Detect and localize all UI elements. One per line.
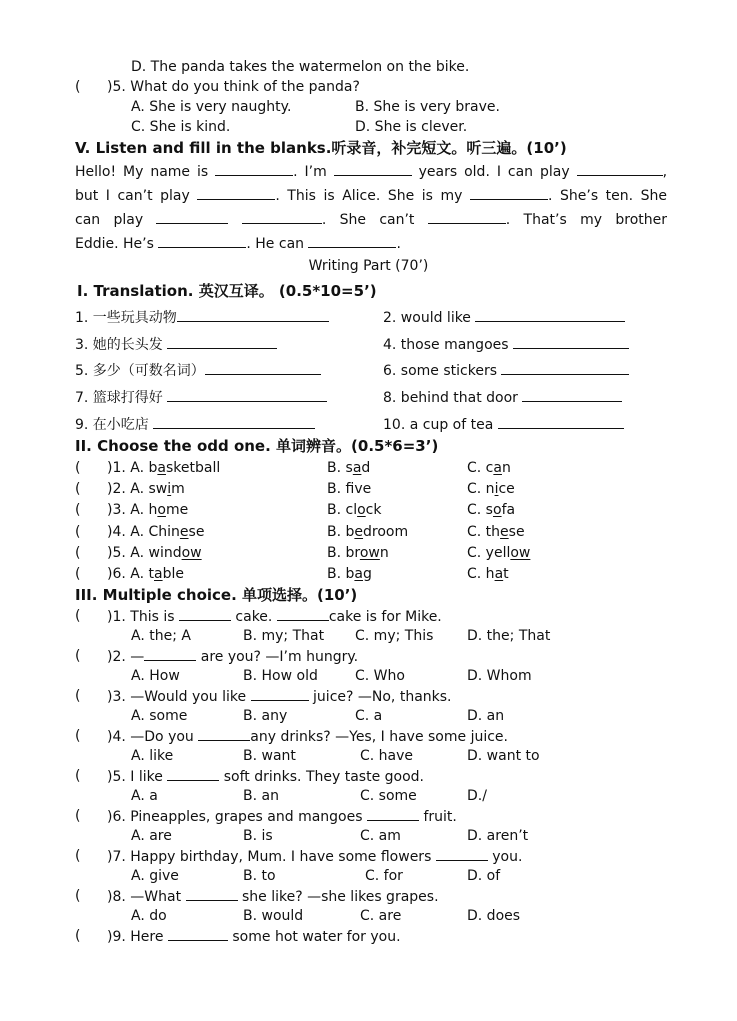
option-c: C. are — [360, 908, 402, 924]
answer-paren: ( — [75, 481, 81, 497]
passage-line-2: but I can’t play . This is Alice. She is my . She’s ten. She — [75, 185, 667, 205]
option-c: C. some — [360, 788, 417, 804]
option-c: C. am — [360, 828, 401, 844]
translation-item-9: 9. 在小吃店 — [75, 414, 315, 435]
translation-item-2: 2. would like — [383, 307, 625, 328]
multiple-choice-heading: III. Multiple choice. 单项选择。(10’) — [75, 586, 358, 604]
option-c: C. a — [355, 708, 383, 724]
option-b: B. is — [243, 828, 273, 844]
answer-paren: ( — [75, 888, 81, 904]
option-d: D. want to — [467, 748, 540, 764]
option-a: A. like — [131, 748, 174, 764]
mc-question-7: )7. Happy birthday, Mum. I have some flowers you. — [107, 846, 522, 867]
odd-one-option-a: )5. A. window — [107, 545, 202, 561]
answer-paren: ( — [75, 648, 81, 664]
blank[interactable] — [334, 161, 412, 176]
option-b: B. want — [243, 748, 296, 764]
odd-one-option-b: B. sad — [327, 460, 371, 476]
odd-one-option-c: C. yellow — [467, 545, 531, 561]
option-d: D. She is clever. — [355, 119, 468, 135]
passage-line-1: Hello! My name is . I’m years old. I can play , — [75, 161, 667, 181]
mc-question-1: )1. This is cake. cake is for Mike. — [107, 606, 442, 627]
option-d: D. does — [467, 908, 521, 924]
option-d: D. an — [467, 708, 505, 724]
answer-paren: ( — [75, 928, 81, 944]
translation-heading: Ⅰ. Translation. 英汉互译。 (0.5*10=5’) — [77, 282, 377, 300]
option-b: B. How old — [243, 668, 318, 684]
answer-paren: ( — [75, 728, 81, 744]
odd-one-option-c: C. can — [467, 460, 511, 476]
odd-one-option-b: B. brown — [327, 545, 389, 561]
option-a: A. She is very naughty. — [131, 99, 292, 115]
option-c: C. Who — [355, 668, 405, 684]
odd-one-option-a: )2. A. swim — [107, 481, 185, 497]
mc-question-6: )6. Pineapples, grapes and mangoes fruit. — [107, 806, 457, 827]
mc-question-3: )3. —Would you like juice? —No, thanks. — [107, 686, 452, 707]
option-d: D./ — [467, 788, 487, 804]
option-a: A. give — [131, 868, 179, 884]
option-b: B. to — [243, 868, 276, 884]
translation-item-3: 3. 她的长头发 — [75, 334, 277, 355]
blank[interactable] — [158, 233, 246, 248]
option-b: B. my; That — [243, 628, 325, 644]
mc-question-9: )9. Here some hot water for you. — [107, 926, 401, 947]
answer-paren: ( — [75, 460, 81, 476]
odd-one-option-c: C. sofa — [467, 502, 516, 518]
option-a: A. are — [131, 828, 172, 844]
answer-paren: ( — [75, 524, 81, 540]
odd-one-option-b: B. clock — [327, 502, 382, 518]
odd-one-option-b: B. bag — [327, 566, 372, 582]
answer-paren: ( — [75, 688, 81, 704]
translation-item-5: 5. 多少（可数名词） — [75, 360, 321, 381]
question-text: )5. What do you think of the panda? — [107, 79, 360, 95]
option-c: C. my; This — [355, 628, 434, 644]
translation-item-10: 10. a cup of tea — [383, 414, 624, 435]
option-c: C. have — [360, 748, 414, 764]
odd-one-option-a: )3. A. home — [107, 502, 189, 518]
option-d: D. of — [467, 868, 501, 884]
mc-question-8: )8. —What she like? —she likes grapes. — [107, 886, 439, 907]
translation-item-6: 6. some stickers — [383, 360, 629, 381]
option-d: D. the; That — [467, 628, 551, 644]
writing-part-title: Writing Part (70’) — [308, 258, 429, 274]
q4-option-d: D. The panda takes the watermelon on the bike. — [131, 59, 470, 75]
mc-question-2: )2. — are you? —I’m hungry. — [107, 646, 358, 667]
answer-paren: ( — [75, 768, 81, 784]
blank[interactable] — [215, 161, 293, 176]
blank[interactable] — [156, 209, 228, 224]
odd-one-option-c: C. nice — [467, 481, 515, 497]
odd-one-option-a: )1. A. basketball — [107, 460, 221, 476]
answer-paren: ( — [75, 808, 81, 824]
option-b: B. any — [243, 708, 288, 724]
answer-paren: ( — [75, 502, 81, 518]
odd-one-option-b: B. fve — [327, 481, 372, 497]
option-c: C. She is kind. — [131, 119, 231, 135]
translation-item-8: 8. behind that door — [383, 387, 622, 408]
blank[interactable] — [308, 233, 396, 248]
option-b: B. would — [243, 908, 304, 924]
option-d: D. aren’t — [467, 828, 529, 844]
mc-question-5: )5. I like soft drinks. They taste good. — [107, 766, 424, 787]
mc-question-4: )4. —Do you any drinks? —Yes, I have some juice. — [107, 726, 508, 747]
passage-line-3: can play . She can’t . That’s my brother — [75, 209, 667, 229]
answer-paren: ( — [75, 545, 81, 561]
odd-one-option-b: B. bedroom — [327, 524, 409, 540]
answer-paren: ( — [75, 848, 81, 864]
odd-one-option-a: )6. A. table — [107, 566, 184, 582]
odd-one-heading: II. Choose the odd one. 单词辨音。(0.5*6=3’) — [75, 437, 439, 455]
answer-paren: ( — [75, 79, 81, 95]
option-a: A. do — [131, 908, 167, 924]
option-b: B. She is very brave. — [355, 99, 500, 115]
blank[interactable] — [577, 161, 663, 176]
option-c: C. for — [365, 868, 403, 884]
odd-one-option-a: )4. A. Chinese — [107, 524, 205, 540]
translation-item-7: 7. 篮球打得好 — [75, 387, 327, 408]
option-a: A. How — [131, 668, 180, 684]
blank[interactable] — [470, 185, 548, 200]
translation-item-1: 1. 一些玩具动物 — [75, 307, 329, 328]
odd-one-option-c: C. hat — [467, 566, 509, 582]
option-b: B. an — [243, 788, 279, 804]
option-d: D. Whom — [467, 668, 532, 684]
answer-paren: ( — [75, 566, 81, 582]
blank[interactable] — [428, 209, 506, 224]
option-a: A. some — [131, 708, 188, 724]
translation-item-4: 4. those mangoes — [383, 334, 629, 355]
blank[interactable] — [197, 185, 275, 200]
odd-one-option-c: C. these — [467, 524, 525, 540]
blank[interactable] — [242, 209, 322, 224]
answer-paren: ( — [75, 608, 81, 624]
option-a: A. a — [131, 788, 158, 804]
passage-line-4: Eddie. He’s . He can . — [75, 233, 401, 254]
section-v-heading: V. Listen and fill in the blanks.听录音，补完短文。听三遍。(10’) — [75, 139, 567, 157]
option-a: A. the; A — [131, 628, 191, 644]
